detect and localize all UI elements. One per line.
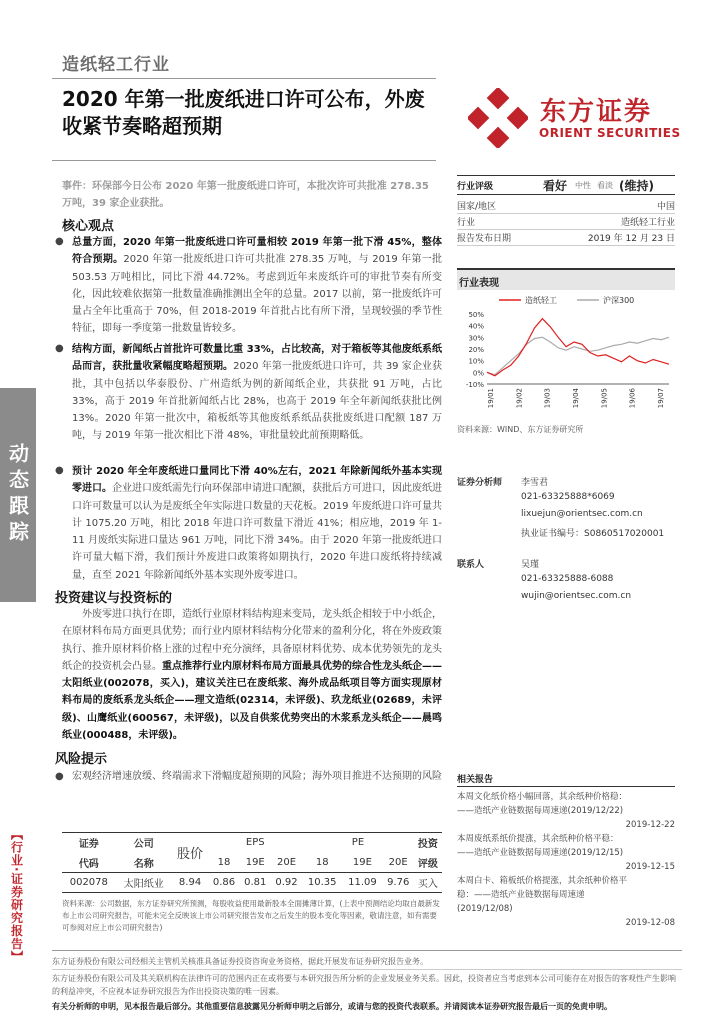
info-row: 国家/地区 中国	[457, 198, 675, 214]
analyst-email[interactable]: lixuejun@orientsec.com.cn	[521, 509, 643, 519]
related-report[interactable]: 本周白卡、箱板纸价格提涨，其余纸种价格平稳：——造纸产业链数据每周速递(2019/12/08) 2019-12-08	[457, 876, 675, 928]
core-point: 总量方面，2020 年第一批废纸进口许可量相较 2019 年第一批下滑 45%，整体符合预期。2020 年第一批废纸进口许可共批准 278.35 万吨，与 2019 年第一批 503.53 万吨相比，同比下滑 44.72%。考虑到近年来废纸许可的审批节奏有所变化，因此较难依据第一批数量准确推测出全年的总量。2017 以前，第一批废纸许可量占全年比重高于 70%，但 2018-2019 年首批占比有所下滑，呈现较强的季节性特征，即每一季度第一批数量皆较多。	[72, 237, 442, 335]
table-cell: 0.92	[275, 877, 298, 888]
core-point: 结构方面，新闻纸占首批许可数量比重 33%，占比较高，对于箱板等其他废纸系纸品而言，获批量收紧幅度略超预期。2020 年第一批废纸进口许可，共 39 家企业获批，其中包括以华泰股份、广州造纸为例的新闻纸企业，共获批 91 万吨，占比 33%，高于 2019 年首批新闻纸占比 28%，也高于 2019 年全年新闻纸获批比例 13%。2020 年第一批次中，箱板纸等其他废纸系纸品获批废纸进口配额 187 万吨，与 2019 年第一批次相比下滑 48%，审批量较此前预期略低。	[72, 344, 442, 442]
table-header: 19E	[352, 856, 372, 868]
divider	[52, 78, 436, 79]
y-tick-label: 30%	[468, 334, 484, 343]
table-note: 资料来源：公司数据，东方证券研究所预测，每股收益使用最新股本全面摊薄计算，(上表中预测结论均取自最新发布上市公司研究报告，可能未完全反映该上市公司研究报告发布之后发生的股本变化等因素，敬请注意，如有需要可参阅对应上市公司研究报告)	[62, 899, 440, 932]
related-report[interactable]: 本周废纸系纸价提涨，其余纸种价格平稳：——造纸产业链数据每周速递(2019/12/15) 2019-12-15	[457, 834, 675, 872]
info-row: 行业 造纸轻工行业	[457, 214, 675, 230]
rating-value: 看好	[543, 179, 568, 193]
section-heading: 风险提示	[55, 752, 108, 767]
y-tick-label: 10%	[468, 357, 484, 366]
related-heading: 相关报告	[457, 775, 494, 785]
disclaimer: 东方证券股份有限公司经相关主管机关核准具备证券投资咨询业务资格，据此开展发布证券研究报告业务。	[52, 957, 428, 966]
table-cell: 0.81	[244, 877, 267, 888]
table-header: 19E	[245, 856, 265, 868]
table-cell: 8.94	[178, 877, 202, 888]
industry-label: 造纸轻工行业	[62, 55, 170, 75]
table-header: 名称	[133, 858, 154, 870]
x-tick-label: 19/04	[572, 388, 580, 409]
table-header: 20E	[276, 856, 297, 868]
bullet-icon: ●	[55, 236, 64, 247]
contact-role: 联系人	[457, 560, 485, 570]
y-tick-label: -10%	[465, 381, 484, 389]
core-point: 预计 2020 年全年废纸进口量同比下滑 40%左右，2021 年除新闻纸外基本实现零进口。企业进口废纸需先行向环保部申请进口配额，获批后方可进口，因此废纸进口许可数量可以认为是废纸全年实际进口数量的天花板。2019 年废纸进口许可量共计 1075.20 万吨，相比 2018 年进口许可数量下滑近 41%；相应地，2019 年 1-11 月废纸实际进口量达 961 万吨，同比下滑 34%。由于 2020 年第一批废纸进口许可量大幅下滑，我们预计外废进口政策将如期执行，2020 年进口废纸将持续减量，直至 2021 年除新闻纸外基本实现外废零进口。	[72, 466, 442, 581]
table-cell: 0.86	[212, 877, 236, 888]
table-row	[62, 873, 442, 893]
divider	[52, 160, 436, 161]
x-tick-label: 19/05	[600, 388, 609, 409]
logo-text-en: ORIENT SECURITIES	[539, 126, 681, 140]
analyst-role: 证券分析师	[457, 478, 503, 488]
rating-row	[457, 177, 675, 195]
legend-label: 造纸轻工	[525, 296, 557, 305]
orient-logo-icon	[468, 88, 528, 148]
bullet-icon: ●	[55, 465, 64, 476]
rating-label: 行业评级	[457, 182, 494, 192]
logo-text: 东方证券	[540, 97, 653, 127]
table-header: PE	[351, 837, 365, 849]
divider	[52, 950, 682, 951]
contact-name: 吴瑾	[521, 560, 540, 570]
x-tick-label: 19/01	[487, 388, 495, 409]
financial-table	[62, 832, 442, 893]
legend-label: 沪深300	[603, 296, 635, 305]
bullet-icon: ●	[55, 771, 64, 782]
contact-email[interactable]: wujin@orientsec.com.cn	[521, 591, 632, 601]
disclaimer: 东方证券股份有限公司及其关联机构在法律许可的范围内正在或将要与本研究报告所分析的企业发展业务关系。因此，投资者应当考虑到本公司可能存在对报告的客观性产生影响的利益冲突，不应视本证券研究报告为作出投资决策的唯一因素。	[52, 974, 676, 996]
y-tick-label: 50%	[468, 311, 484, 319]
x-tick-label: 19/06	[628, 388, 637, 409]
rating-keep: (维持)	[619, 179, 654, 193]
report-type-label: 【行业·证券研究报告】	[9, 828, 24, 964]
report-title: 2020 年第一批废纸进口许可公布，外废收紧节奏略超预期	[62, 87, 425, 138]
x-tick-label: 19/07	[657, 388, 665, 409]
contact-phone: 021-63325888-6088	[521, 574, 614, 584]
table-header: 公司	[133, 839, 154, 851]
event-summary: 事件：环保部今日公布 2020 年第一批废纸进口许可，本批次许可共批准 278.35 万吨，39 家企业获批。	[62, 181, 429, 209]
y-tick-label: 40%	[468, 322, 484, 331]
analyst-phone: 021-63325888*6069	[521, 492, 615, 502]
x-tick-label: 19/03	[543, 388, 552, 409]
table-header: 证券	[78, 839, 99, 851]
y-tick-label: 20%	[468, 346, 484, 354]
table-header: 代码	[78, 858, 99, 870]
table-cell: 11.09	[348, 877, 377, 888]
disclaimer-notice: 有关分析师的申明，见本报告最后部分。其他重要信息披露见分析师申明之后部分，或请与您的投资代表联系。并请阅读本证券研究报告最后一页的免责申明。	[52, 1002, 612, 1011]
table-cell: 买入	[417, 879, 438, 890]
y-tick-label: 0%	[472, 369, 484, 378]
table-header: EPS	[245, 837, 265, 849]
table-header: 股价	[177, 847, 204, 862]
side-tab: 动态跟踪	[0, 388, 36, 602]
invest-paragraph: 外废零进口执行在即，造纸行业原材料结构迎来变局，龙头纸企相较于中小纸企，在原材料布局方面更具优势；而行业内原材料结构分化带来的盈利分化，将在外废政策执行、推升原材料价格上涨的过程中充分演绎，具备原材料优势、成本优势领先的龙头纸企的投资机会凸显。重点推荐行业内原材料布局方面最具优势的综合性龙头纸企——太阳纸业(002078，买入)，建议关注已在废纸浆、海外成品纸项目等方面实现原材料布局的废纸系龙头纸企——理文造纸(02314，未评级)、玖龙纸业(02689，未评级)、山鹰纸业(600567，未评级)，以及自供浆优势突出的木浆系龙头纸企——晨鸣纸业(000488，未评级)。	[62, 609, 442, 742]
table-cell: 太阳纸业	[123, 879, 164, 890]
divider	[457, 786, 675, 787]
performance-chart	[457, 292, 675, 417]
analyst-cert: 执业证书编号：S0860517020001	[521, 529, 665, 539]
table-header: 投资	[417, 839, 438, 851]
section-heading: 核心观点	[62, 219, 115, 234]
table-header: 18	[217, 856, 231, 868]
chart-title: 行业表现	[457, 268, 675, 290]
rating-option: 中性	[575, 181, 592, 190]
bullet-icon: ●	[55, 343, 64, 354]
x-tick-label: 19/02	[515, 388, 524, 409]
risk-text: 宏观经济增速放缓、终端需求下滑幅度超预期的风险；海外项目推进不达预期的风险	[72, 771, 442, 782]
table-header: 18	[315, 856, 329, 868]
info-row: 报告发布日期 2019 年 12 月 23 日	[457, 230, 675, 246]
chart-source: 资料来源：WIND、东方证券研究所	[457, 425, 584, 434]
table-header: 评级	[417, 858, 438, 870]
rating-option: 看淡	[597, 181, 614, 190]
related-report[interactable]: 本周文化纸价格小幅回落，其余纸种价格稳：——造纸产业链数据每周速递(2019/12/22) 2019-12-22	[457, 792, 675, 830]
divider	[457, 175, 675, 176]
table-cell: 10.35	[307, 877, 337, 888]
table-header: 20E	[388, 856, 408, 868]
divider	[52, 969, 682, 970]
table-cell: 002078	[69, 877, 108, 888]
analyst-name: 李雪君	[521, 478, 549, 488]
section-heading: 投资建议与投资标的	[55, 591, 173, 606]
table-cell: 9.76	[387, 877, 410, 888]
